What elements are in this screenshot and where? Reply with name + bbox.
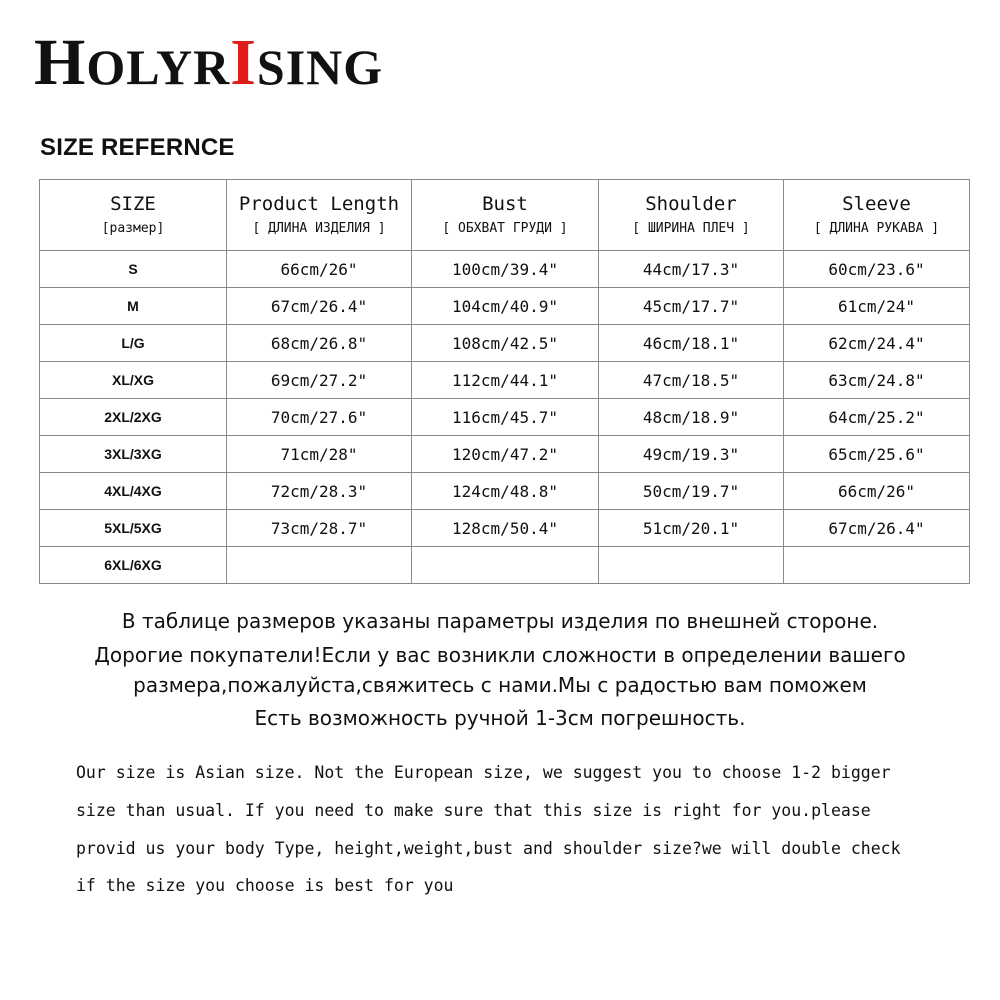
shoulder-cell: 50cm/19.7" xyxy=(599,473,784,510)
bust-cell: 128cm/50.4" xyxy=(412,510,599,547)
shoulder-cell xyxy=(599,547,784,584)
length-cell: 72cm/28.3" xyxy=(227,473,412,510)
length-cell: 66cm/26" xyxy=(227,251,412,288)
sleeve-cell: 64cm/25.2" xyxy=(784,399,970,436)
size-cell: S xyxy=(40,251,227,288)
shoulder-cell: 45cm/17.7" xyxy=(599,288,784,325)
english-note-line: Our size is Asian size. Not the European size, we suggest you to choose 1-2 bigger xyxy=(76,763,891,782)
table-row xyxy=(40,362,970,399)
length-cell: 71cm/28" xyxy=(227,436,412,473)
sleeve-cell: 67cm/26.4" xyxy=(784,510,970,547)
brand-letter-h: H xyxy=(34,26,87,99)
header-main: Product Length xyxy=(238,192,400,215)
brand-letters-olyr: OLYR xyxy=(86,39,231,95)
russian-note-line: В таблице размеров указаны параметры изделия по внешней стороне. xyxy=(121,609,879,633)
sleeve-cell xyxy=(784,547,970,584)
bust-cell: 108cm/42.5" xyxy=(412,325,599,362)
length-cell: 68cm/26.8" xyxy=(227,325,412,362)
size-cell: 5XL/5XG xyxy=(40,510,227,547)
shoulder-cell: 48cm/18.9" xyxy=(599,399,784,436)
sleeve-cell: 61cm/24" xyxy=(784,288,970,325)
size-cell: 6XL/6XG xyxy=(40,547,227,584)
bust-cell: 100cm/39.4" xyxy=(412,251,599,288)
header-sub: [размер] xyxy=(101,220,165,236)
size-table xyxy=(39,179,970,584)
table-row xyxy=(40,436,970,473)
sleeve-cell: 65cm/25.6" xyxy=(784,436,970,473)
brand-letters-sing: SING xyxy=(256,39,384,95)
shoulder-cell: 49cm/19.3" xyxy=(599,436,784,473)
size-cell: 3XL/3XG xyxy=(40,436,227,473)
table-row xyxy=(40,288,970,325)
table-row xyxy=(40,547,970,584)
size-cell: XL/XG xyxy=(40,362,227,399)
russian-note-line: Есть возможность ручной 1-3см погрешность. xyxy=(254,706,746,730)
table-row xyxy=(40,399,970,436)
table-row xyxy=(40,473,970,510)
bust-cell: 104cm/40.9" xyxy=(412,288,599,325)
header-sub: [ ОБХВАТ ГРУДИ ] xyxy=(442,220,568,236)
english-note-line: if the size you choose is best for you xyxy=(76,876,454,895)
header-bust xyxy=(412,180,599,251)
brand-logo xyxy=(34,26,384,99)
header-main: Shoulder xyxy=(645,192,737,215)
shoulder-cell: 47cm/18.5" xyxy=(599,362,784,399)
bust-cell: 112cm/44.1" xyxy=(412,362,599,399)
header-main: Sleeve xyxy=(842,192,911,215)
header-sub: [ ШИРИНА ПЛЕЧ ] xyxy=(632,220,750,236)
length-cell: 70cm/27.6" xyxy=(227,399,412,436)
size-cell: 2XL/2XG xyxy=(40,399,227,436)
shoulder-cell: 46cm/18.1" xyxy=(599,325,784,362)
length-cell: 69cm/27.2" xyxy=(227,362,412,399)
brand-letter-i: I xyxy=(230,26,257,99)
size-cell: 4XL/4XG xyxy=(40,473,227,510)
header-main: Bust xyxy=(482,192,528,215)
table-row xyxy=(40,325,970,362)
page-title: SIZE REFERNCE xyxy=(40,134,235,161)
size-cell: M xyxy=(40,288,227,325)
length-cell xyxy=(227,547,412,584)
sleeve-cell: 66cm/26" xyxy=(784,473,970,510)
bust-cell: 116cm/45.7" xyxy=(412,399,599,436)
sleeve-cell: 62cm/24.4" xyxy=(784,325,970,362)
sleeve-cell: 63cm/24.8" xyxy=(784,362,970,399)
table-row xyxy=(40,510,970,547)
length-cell: 67cm/26.4" xyxy=(227,288,412,325)
russian-note-line: Дорогие покупатели!Если у вас возникли сложности в определении вашего xyxy=(94,643,906,667)
english-note-line: size than usual. If you need to make sure that this size is right for you.please xyxy=(76,801,871,820)
header-sleeve xyxy=(784,180,970,251)
bust-cell xyxy=(412,547,599,584)
header-sub: [ ДЛИНА ИЗДЕЛИЯ ] xyxy=(252,220,386,236)
table-row xyxy=(40,251,970,288)
bust-cell: 124cm/48.8" xyxy=(412,473,599,510)
sleeve-cell: 60cm/23.6" xyxy=(784,251,970,288)
header-shoulder xyxy=(599,180,784,251)
russian-note-line: размера,пожалуйста,свяжитесь с нами.Мы с радостью вам поможем xyxy=(133,673,867,697)
header-product-length xyxy=(227,180,412,251)
header-main: SIZE xyxy=(110,192,156,215)
header-sub: [ ДЛИНА РУКАВА ] xyxy=(813,220,940,236)
length-cell: 73cm/28.7" xyxy=(227,510,412,547)
table-header-row xyxy=(40,180,970,251)
english-note-line: provid us your body Type, height,weight,bust and shoulder size?we will double check xyxy=(76,839,901,858)
size-cell: L/G xyxy=(40,325,227,362)
shoulder-cell: 51cm/20.1" xyxy=(599,510,784,547)
bust-cell: 120cm/47.2" xyxy=(412,436,599,473)
header-size xyxy=(40,180,227,251)
shoulder-cell: 44cm/17.3" xyxy=(599,251,784,288)
